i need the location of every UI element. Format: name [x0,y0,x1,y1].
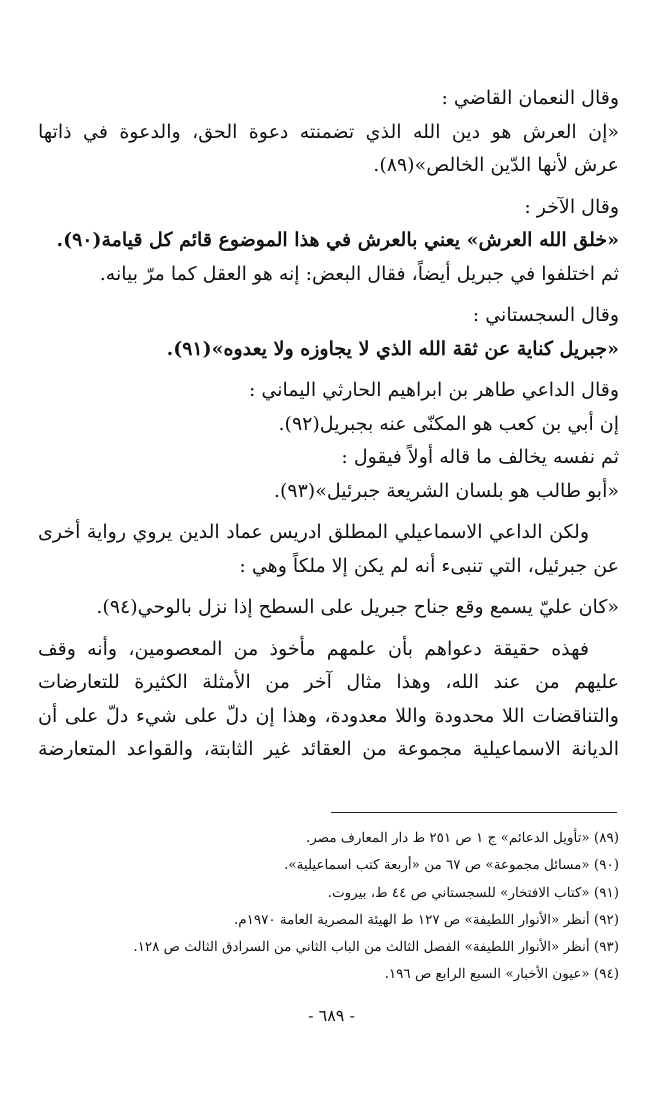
text-line: عرش لأنها الدّين الخالص»(٨٩). [373,154,619,176]
text-line: ثم نفسه يخالف ما قاله أولاً فيقول : [341,446,619,468]
text-line: ثم اختلفوا في جبريل أيضاً، فقال البعض: إنه هو العقل كما مرّ بيانه. [99,262,619,285]
text-line: ولكن الداعي الاسماعيلي المطلق ادريس عماد الدين يروي رواية أخرى [38,521,589,543]
footnote: (٨٩) «تأويل الدعائم» ج ١ ص ٢٥١ ط دار المعارف مصر. [305,830,619,846]
text-line: والتناقضات اللا محدودة واللا معدودة، وهذا إن دلّ على شيء دلّ على أن [38,704,619,727]
main-text [38,82,619,767]
text-line: «خلق الله العرش» يعني بالعرش في هذا الموضوع قائم كل قيامة(٩٠). [56,229,619,251]
text-line: وقال السجستاني : [472,304,619,326]
footnote-divider [331,812,617,813]
text-line: عليهم من عند الله، وهذا مثال آخر من الأمثلة الكثيرة للتعارضات [38,671,619,693]
text-line: «جبريل كناية عن ثقة الله الذي لا يجاوزه ولا يعدوه»(٩١). [166,337,619,360]
text-line: «كان عليّ يسمع وقع جناح جبريل على السطح إذا نزل بالوحي(٩٤). [96,596,619,618]
footnote: (٩٤) «عيون الأخبار» السبع الرابع ص ١٩٦. [384,966,619,983]
footnote: (٩٠) «مسائل مجموعة» ص ٦٧ من «أربعة كتب اسماعيلية». [284,857,619,874]
text-line: الديانة الاسماعيلية مجموعة من العقائد غير الثابتة، والقواعد المتعارضة [38,738,619,760]
footnote: (٩٢) أنظر «الأنوار اللطيفة» ص ١٢٧ ط الهيئة المصرية العامة ١٩٧٠م. [233,911,619,928]
text-line: فهذه حقيقة دعواهم بأن علمهم مأخوذ من المعصومين، وأنه وقف [38,637,589,660]
text-line: وقال الداعي طاهر بن ابراهيم الحارثي اليماني : [248,379,619,401]
page-number: - ٦٨٩ - [308,1006,355,1025]
footnotes [40,825,619,989]
footnote: (٩١) «كتاب الافتخار» للسجستاني ص ٤٤ ط، بيروت. [327,884,619,901]
text-line: وقال النعمان القاضي : [441,87,619,109]
text-line: «إن العرش هو دين الله الذي تضمنته دعوة الحق، والدعوة في ذاتها [38,120,619,143]
footnote: (٩٣) أنظر «الأنوار اللطيفة» الفصل الثالث من الباب الثاني من السرادق الثالث ص ١٢٨. [133,939,619,956]
text-line: إن أبي بن كعب هو المكنّى عنه بجبريل(٩٢). [278,412,619,435]
text-line: عن جبرئيل، التي تنبىء أنه لم يكن إلا ملكاً وهي : [239,554,619,577]
text-line: وقال الآخر : [524,195,619,218]
text-line: «أبو طالب هو بلسان الشريعة جبرئيل»(٩٣). [273,479,619,502]
